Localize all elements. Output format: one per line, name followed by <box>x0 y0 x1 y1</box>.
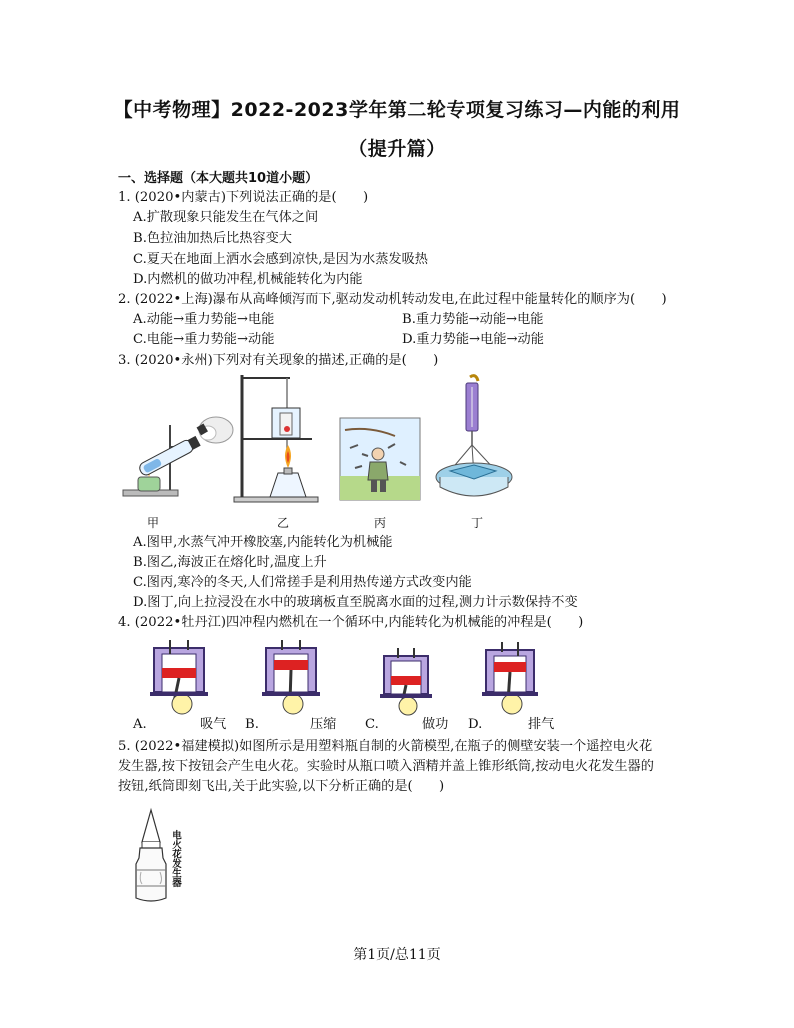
page-title: 【中考物理】2022-2023学年第二轮专项复习练习—内能的利用 <box>113 99 681 121</box>
q2-stem: 2. (2022•上海)瀑布从高峰倾泻而下,驱动发动机转动发电,在此过程中能量转化的顺序为( ) <box>118 292 667 307</box>
q4-engine-c <box>378 646 434 720</box>
q2-option-d: D.重力势能→电能→动能 <box>402 332 544 347</box>
q4-engine-b <box>260 638 322 718</box>
q4-option-c-label: 做功 <box>422 717 449 732</box>
q2-option-b: B.重力势能→动能→电能 <box>402 312 544 327</box>
q3-caption-jia: 甲 <box>146 516 159 530</box>
q4-option-a-letter: A. <box>133 717 147 732</box>
q4-option-b-letter: B. <box>245 717 259 732</box>
q5-figure-label: 电火花发生器 <box>170 830 181 887</box>
q3-option-c: C.图丙,寒冷的冬天,人们常搓手是利用热传递方式改变内能 <box>133 575 472 590</box>
q2-option-a: A.动能→重力势能→电能 <box>133 312 275 327</box>
q3-option-d: D.图丁,向上拉浸没在水中的玻璃板直至脱离水面的过程,测力计示数保持不变 <box>133 595 578 610</box>
q3-figure-bing <box>340 418 420 500</box>
q4-stem: 4. (2022•牡丹江)四冲程内燃机在一个循环中,内能转化为机械能的冲程是( ) <box>118 615 584 630</box>
q5-line-2: 发生器,按下按钮会产生电火花。实验时从瓶口喷入酒精并盖上锥形纸筒,按动电火花发生器的 <box>118 759 654 774</box>
q1-option-b: B.色拉油加热后比热容变大 <box>133 231 292 246</box>
page-subtitle: （提升篇） <box>348 138 446 160</box>
q4-option-d-letter: D. <box>468 717 483 732</box>
q5-line-1: 5. (2022•福建模拟)如图所示是用塑料瓶自制的火箭模型,在瓶子的侧壁安装一个遥控电火花 <box>118 739 653 754</box>
q2-option-c: C.电能→重力势能→动能 <box>133 332 275 347</box>
q1-option-d: D.内燃机的做功冲程,机械能转化为内能 <box>133 272 363 287</box>
q1-stem: 1. (2020•内蒙古)下列说法正确的是( ) <box>118 190 369 205</box>
q3-caption-ding: 丁 <box>470 516 483 530</box>
q4-engine-a <box>148 638 210 718</box>
q5-line-3: 按钮,纸筒即刻飞出,关于此实验,以下分析正确的是( ) <box>118 779 445 794</box>
q3-figure-yi <box>232 373 322 505</box>
q3-option-a: A.图甲,水蒸气冲开橡胶塞,内能转化为机械能 <box>133 535 393 550</box>
q4-option-c-letter: C. <box>365 717 379 732</box>
q3-stem: 3. (2020•永州)下列对有关现象的描述,正确的是( ) <box>118 353 439 368</box>
q3-figure-ding <box>432 373 522 501</box>
section-header: 一、选择题（本大题共10道小题） <box>118 171 319 186</box>
q3-figure-jia <box>118 405 238 505</box>
q4-engine-d <box>480 640 540 718</box>
q1-option-c: C.夏天在地面上洒水会感到凉快,是因为水蒸发吸热 <box>133 252 428 267</box>
page-footer: 第1页/总11页 <box>353 947 441 963</box>
q4-option-d-label: 排气 <box>528 717 555 732</box>
q3-caption-bing: 丙 <box>373 516 386 530</box>
q3-option-b: B.图乙,海波正在熔化时,温度上升 <box>133 555 327 570</box>
q5-rocket-figure <box>128 808 174 904</box>
q4-option-b-label: 压缩 <box>310 717 337 732</box>
q4-option-a-label: 吸气 <box>200 717 227 732</box>
q1-option-a: A.扩散现象只能发生在气体之间 <box>133 210 319 225</box>
q3-caption-yi: 乙 <box>276 516 289 530</box>
